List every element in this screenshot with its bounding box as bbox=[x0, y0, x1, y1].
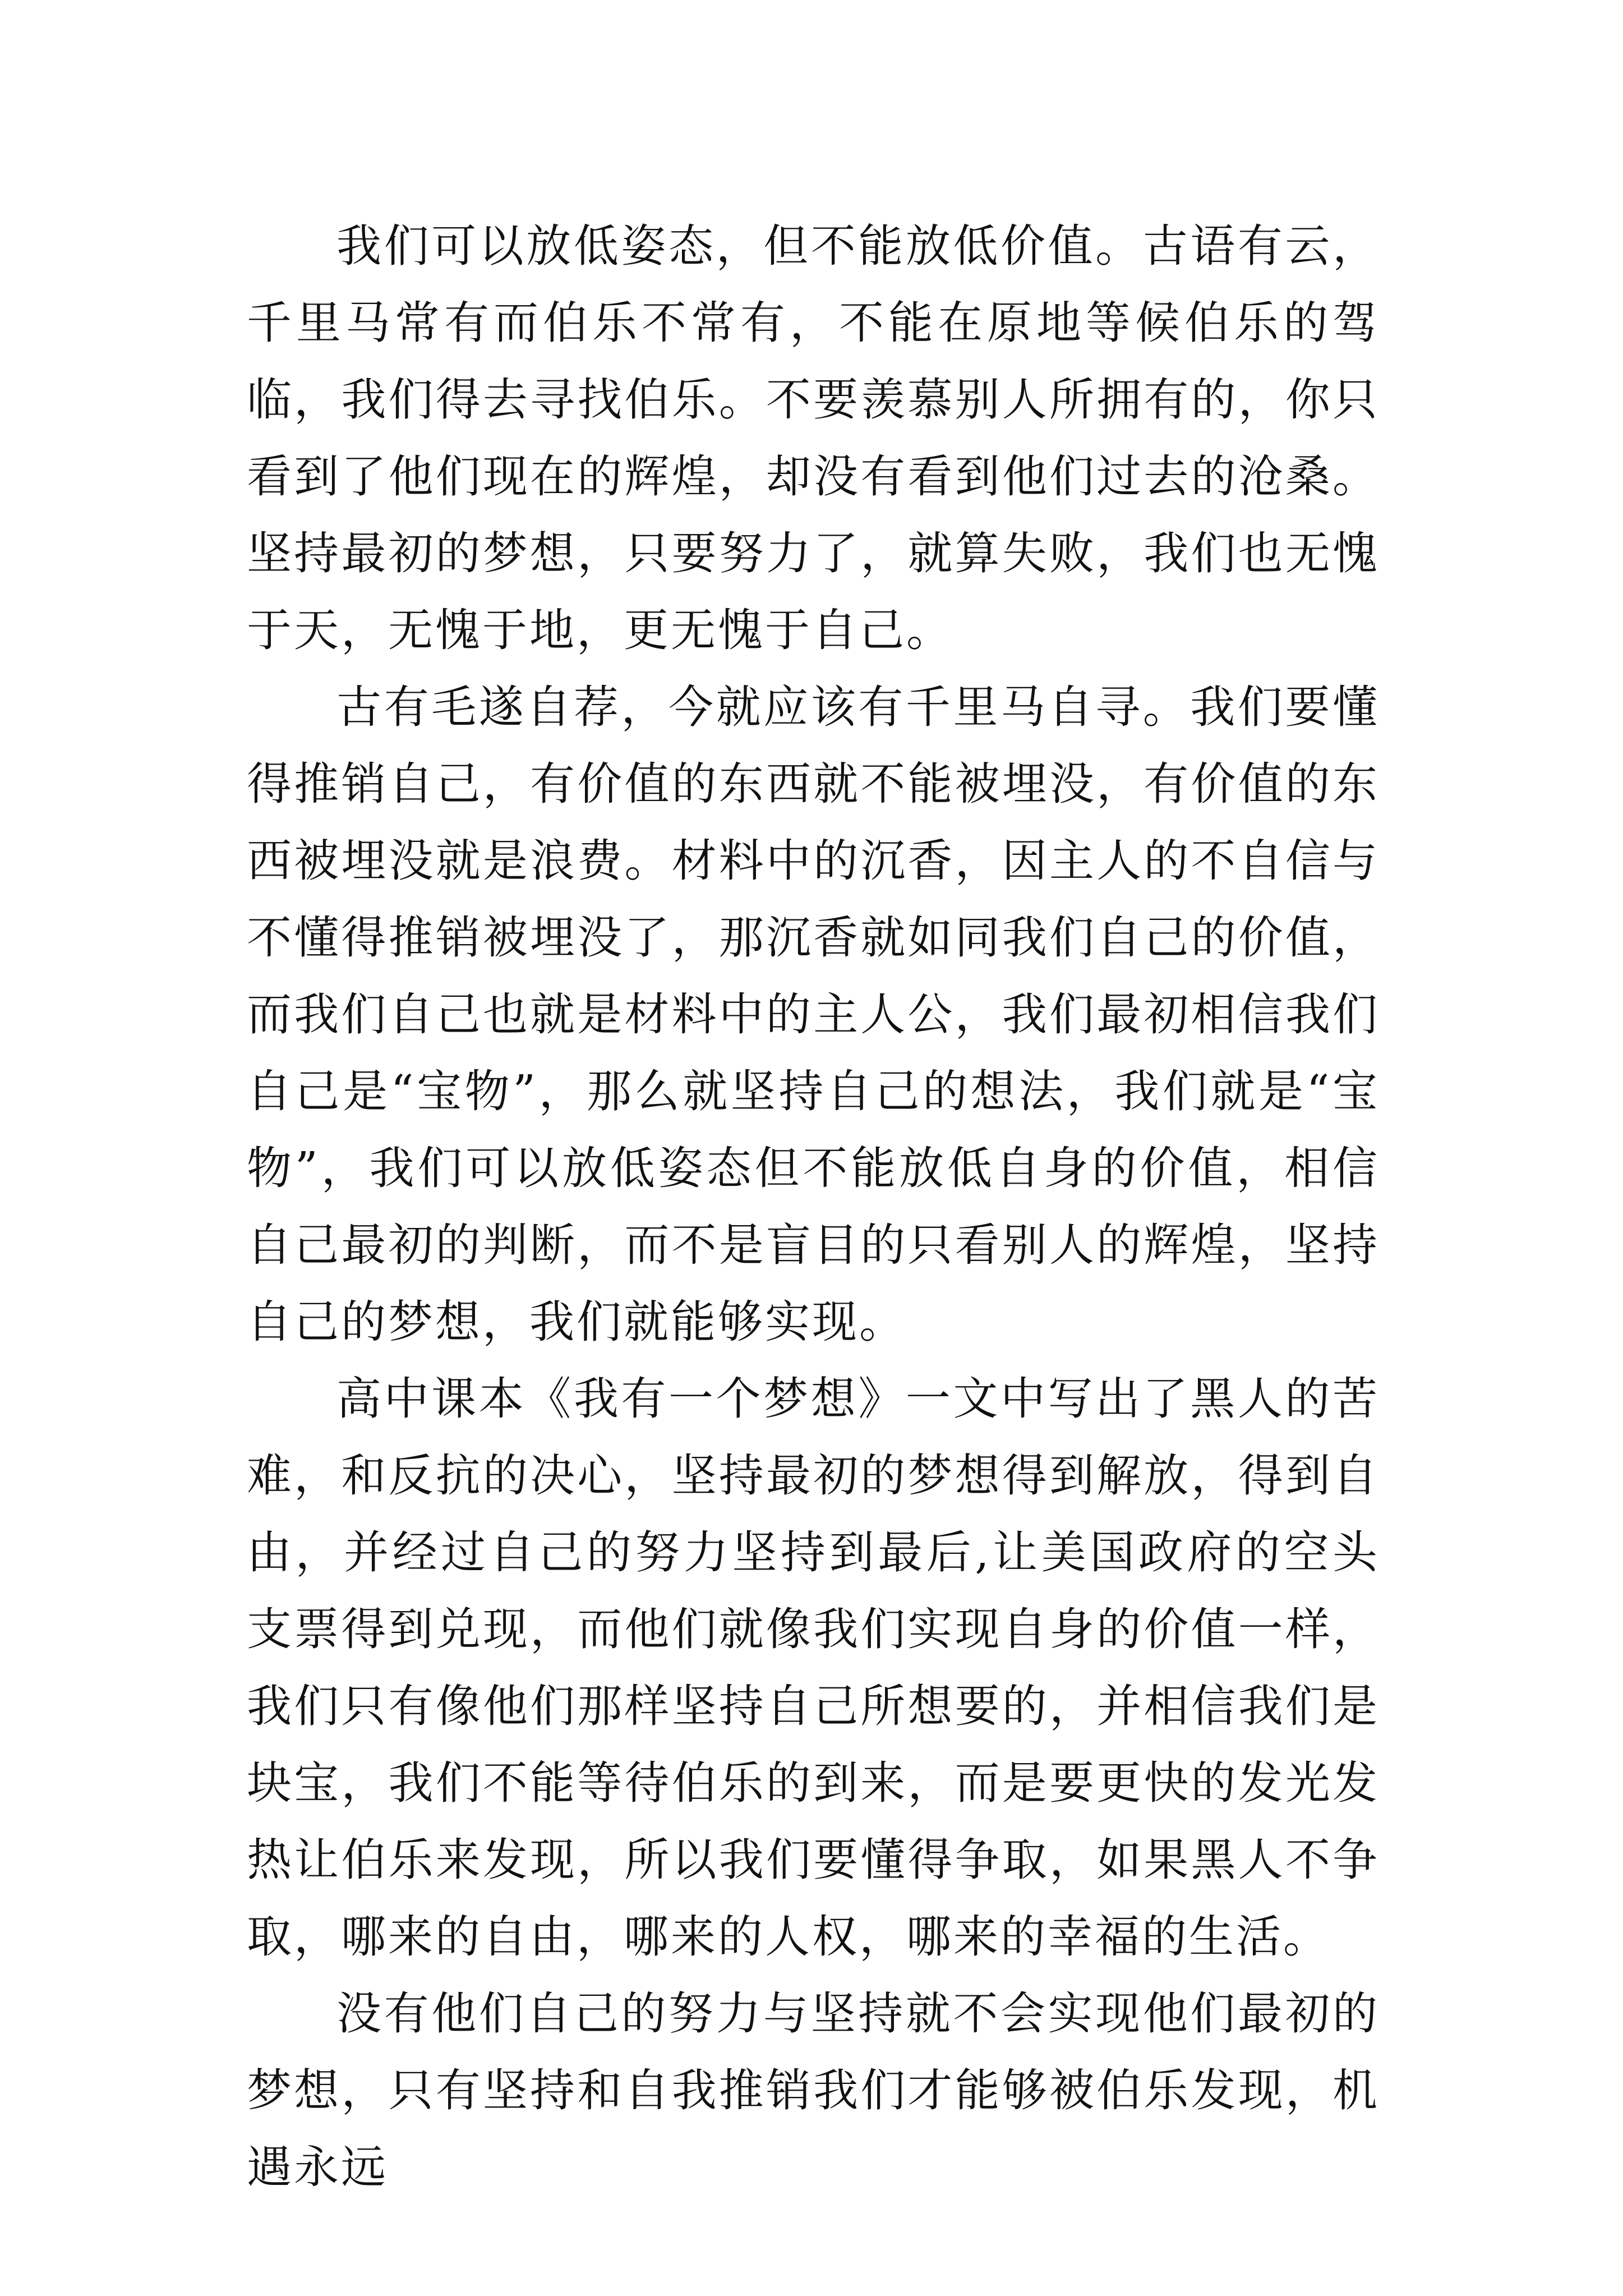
paragraph-3: 高中课本《我有一个梦想》一文中写出了黑人的苦难，和反抗的决心，坚持最初的梦想得到解放，得到自由，并经过自己的努力坚持到最后,让美国政府的空头支票得到兑现，而他们就像我们实现自身的价值一样，我们只有像他们那样坚持自己所想要的，并相信我们是块宝，我们不能等待伯乐的到来，而是要更快的发光发热让伯乐来发现，所以我们要懂得争取，如果黑人不争取，哪来的自由，哪来的人权，哪来的幸福的生活。 bbox=[247, 1373, 1380, 1963]
paragraph-1: 我们可以放低姿态，但不能放低价值。古语有云，千里马常有而伯乐不常有，不能在原地等候伯乐的驾临，我们得去寻找伯乐。不要羡慕别人所拥有的，你只看到了他们现在的辉煌，却没有看到他们过去的沧桑。坚持最初的梦想，只要努力了，就算失败，我们也无愧于天，无愧于地，更无愧于自己。 bbox=[247, 220, 1380, 656]
paragraph-4: 没有他们自己的努力与坚持就不会实现他们最初的梦想，只有坚持和自我推销我们才能够被伯乐发现，机遇永远 bbox=[247, 1987, 1380, 2193]
document-body bbox=[247, 208, 1380, 2206]
paragraph-2: 古有毛遂自荐，今就应该有千里马自寻。我们要懂得推销自己，有价值的东西就不能被埋没，有价值的东西被埋没就是浪费。材料中的沉香，因主人的不自信与不懂得推销被埋没了，那沉香就如同我们自己的价值，而我们自己也就是材料中的主人公，我们最初相信我们自己是“宝物”，那么就坚持自己的想法，我们就是“宝物”，我们可以放低姿态但不能放低自身的价值，相信自己最初的判断，而不是盲目的只看别人的辉煌，坚持自己的梦想，我们就能够实现。 bbox=[247, 681, 1380, 1348]
